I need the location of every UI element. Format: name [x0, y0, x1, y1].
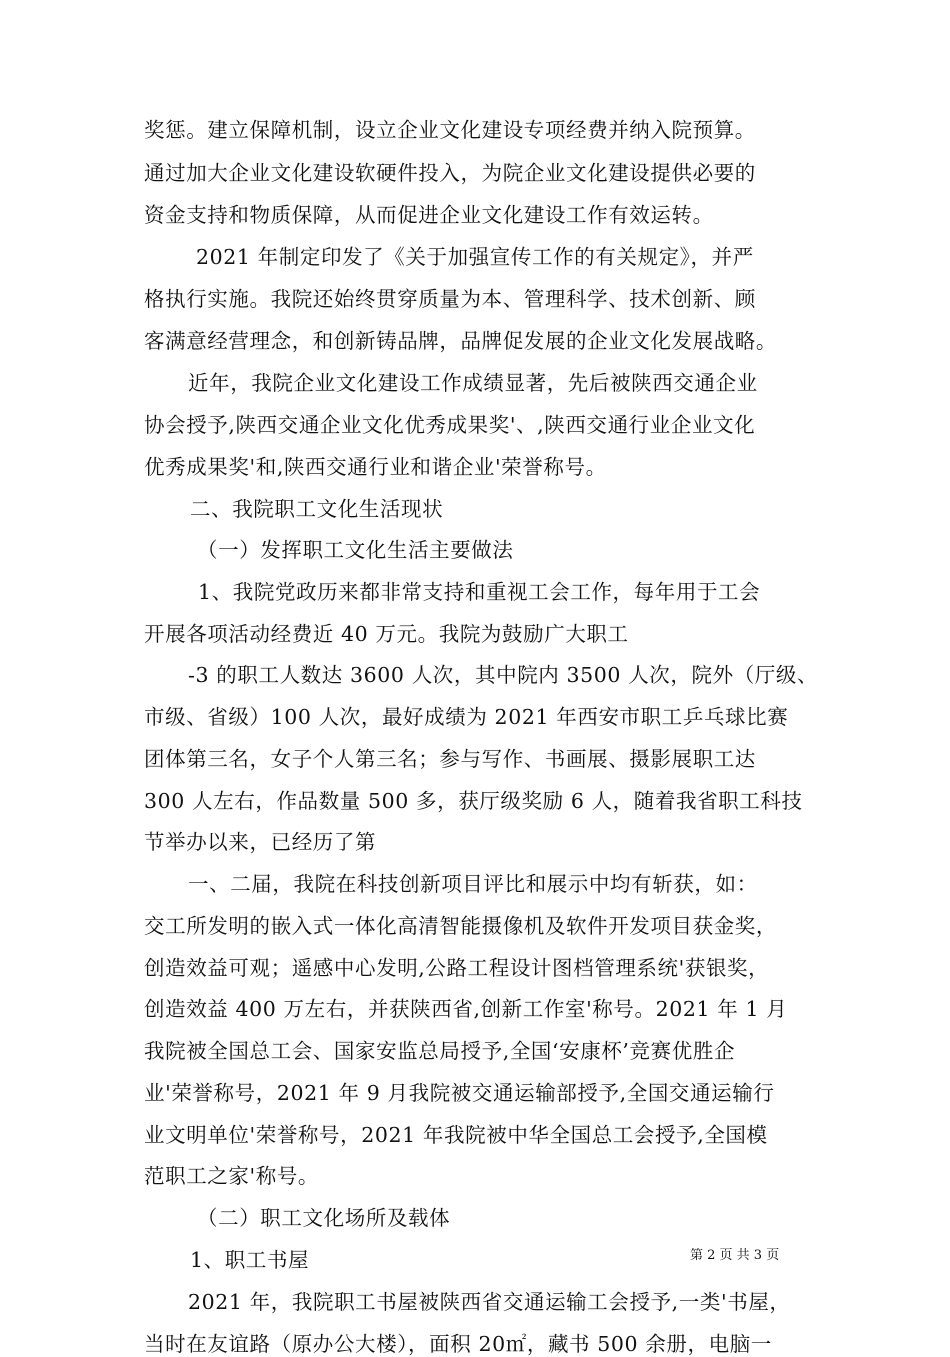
text-line: 资金支持和物质保障，从而促进企业文化建设工作有效运转。 [144, 203, 714, 227]
text-line: 创造效益 400 万左右，并获陕西省,创新工作室'称号。2021 年 1 月 [144, 997, 788, 1021]
text-line: 团体第三名，女子个人第三名；参与写作、书画展、摄影展职工达 [144, 747, 756, 771]
page-number: 第 2 页 共 3 页 [690, 1248, 780, 1263]
text-line: 市级、省级）100 人次，最好成绩为 2021 年西安市职工乒乓球比赛 [144, 705, 789, 729]
text-line: 开展各项活动经费近 40 万元。我院为鼓励广大职工 [144, 622, 629, 646]
text-line: 一、二届，我院在科技创新项目评比和展示中均有斩获，如： [188, 872, 758, 896]
text-line: 节举办以来，已经历了第 [144, 830, 377, 854]
text-line: 我院被全国总工会、国家安监总局授予,全国‘安康杯’竞赛优胜企 [144, 1039, 736, 1063]
text-line: -3 的职工人数达 3600 人次，其中院内 3500 人次，院外（厅级、 [188, 663, 819, 687]
text-line: 范职工之家'称号。 [144, 1164, 320, 1188]
subsection-heading: （二）职工文化场所及载体 [197, 1206, 451, 1230]
text-line: 近年，我院企业文化建设工作成绩显著，先后被陕西交通企业 [188, 371, 758, 395]
text-line: 客满意经营理念，和创新铸品牌，品牌促发展的企业文化发展战略。 [144, 329, 777, 353]
text-line: 当时在友谊路（原办公大楼），面积 20㎡，藏书 500 余册，电脑一 [144, 1332, 772, 1356]
text-line: 业'荣誉称号，2021 年 9 月我院被交通运输部授予,全国交通运输行 [144, 1081, 775, 1105]
text-line: 业文明单位'荣誉称号，2021 年我院被中华全国总工会授予,全国模 [144, 1123, 768, 1147]
text-line: 优秀成果奖'和,陕西交通行业和谐企业'荣誉称号。 [144, 455, 607, 479]
text-line: 2021 年，我院职工书屋被陕西省交通运输工会授予,一类'书屋， [188, 1290, 791, 1314]
text-line: 协会授予,陕西交通企业文化优秀成果奖'、,陕西交通行业企业文化 [144, 413, 756, 437]
text-line: 格执行实施。我院还始终贯穿质量为本、管理科学、技术创新、顾 [144, 287, 756, 311]
text-line: 1、我院党政历来都非常支持和重视工会工作，每年用于工会 [198, 580, 761, 604]
text-line: 创造效益可观；遥感中心发明,公路工程设计图档管理系统'获银奖， [144, 956, 770, 980]
text-line: 1、职工书屋 [190, 1248, 310, 1272]
section-heading: 二、我院职工文化生活现状 [190, 497, 444, 521]
subsection-heading: （一）发挥职工文化生活主要做法 [197, 538, 514, 562]
text-line: 通过加大企业文化建设软硬件投入，为院企业文化建设提供必要的 [144, 161, 756, 185]
text-line: 300 人左右，作品数量 500 多，获厅级奖励 6 人，随着我省职工科技 [144, 789, 803, 813]
text-line: 2021 年制定印发了《关于加强宣传工作的有关规定》，并严 [196, 245, 754, 269]
text-line: 奖惩。建立保障机制，设立企业文化建设专项经费并纳入院预算。 [144, 118, 756, 142]
text-line: 交工所发明的嵌入式一体化高清智能摄像机及软件开发项目获金奖， [144, 914, 777, 938]
